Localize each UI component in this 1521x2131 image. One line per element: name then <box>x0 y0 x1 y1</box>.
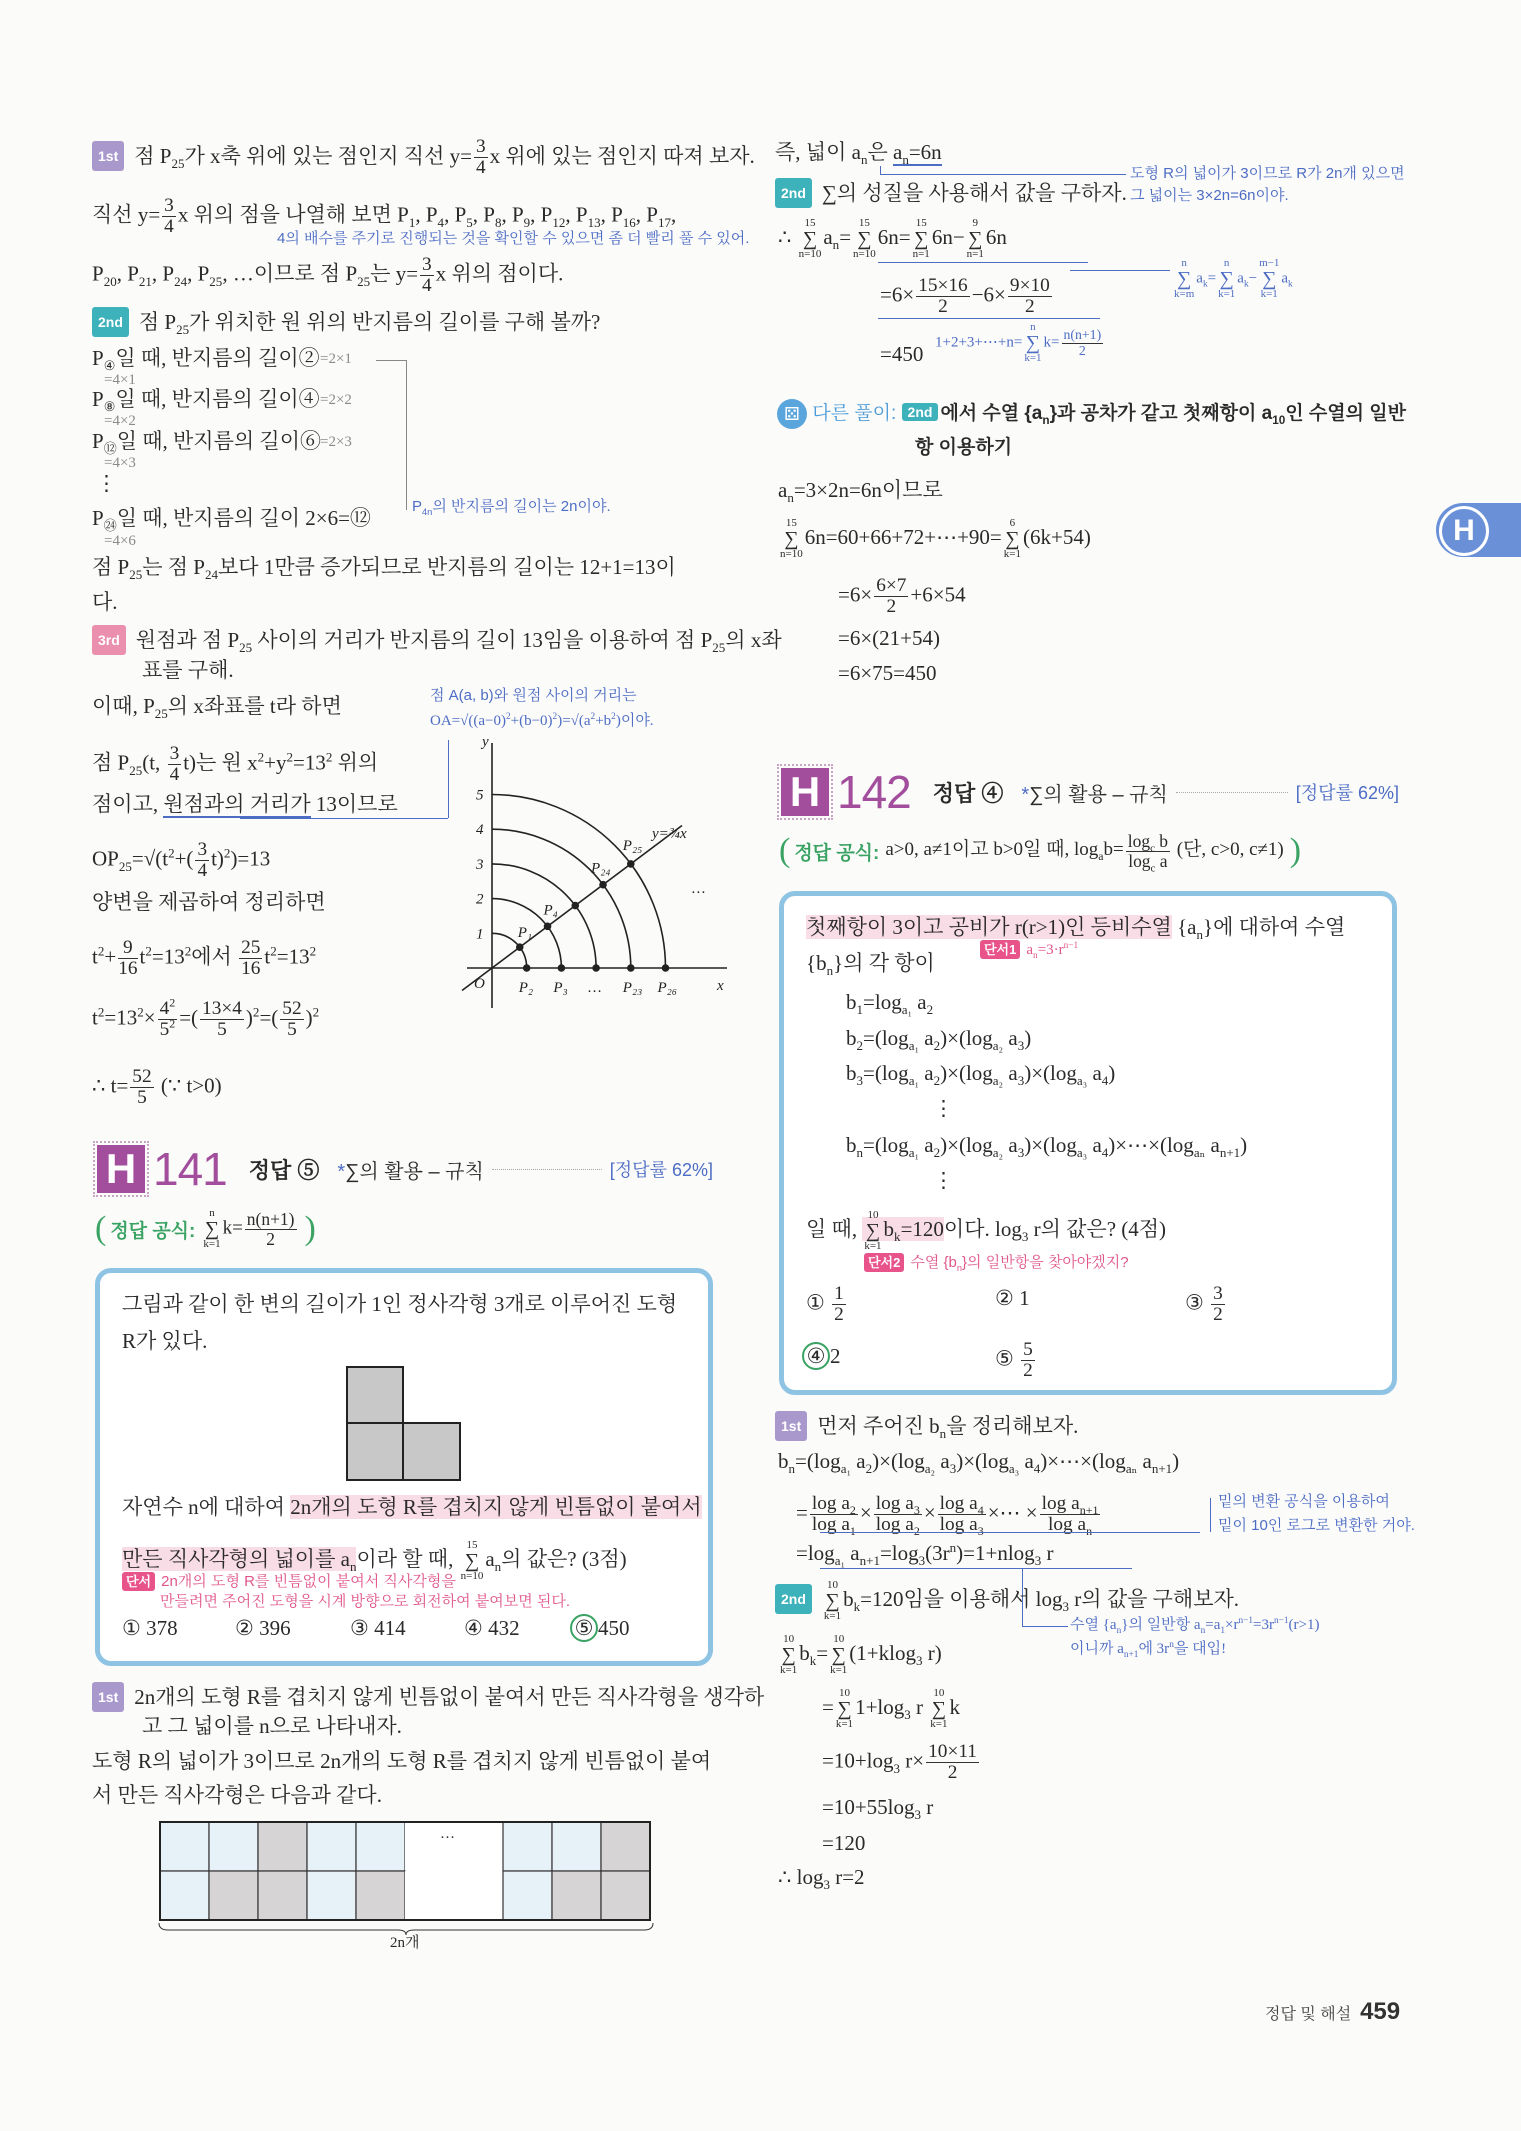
math-line: ∴ $\log_3 r=2$ <box>778 1865 865 1893</box>
point-label: P₂₄ <box>591 860 611 877</box>
underline <box>878 318 1100 319</box>
hint-badge: 단서1 <box>980 940 1020 959</box>
hint <box>122 1572 456 1591</box>
math-line: $b_1=\log_{a_1}$ $a_2$ <box>846 990 934 1018</box>
text: $\{a_n\}$에 대하여 수열 <box>1171 915 1346 943</box>
step-badge: 2nd <box>775 1584 812 1614</box>
figure-label: 2n개 <box>390 1935 420 1951</box>
asterisk-icon: * <box>337 1160 346 1183</box>
tile <box>552 1871 601 1920</box>
radius-row: $P_⑫$일 때, 반지름의 길이⑥ <box>92 429 321 457</box>
tile <box>160 1871 209 1920</box>
underline <box>878 262 1088 263</box>
tile <box>307 1822 356 1871</box>
choice-1[interactable]: ① $\frac{1}{2}$ <box>806 1283 844 1326</box>
tile <box>209 1871 258 1920</box>
alt-label: 다른 풀이: <box>812 403 897 424</box>
choice-3[interactable]: ③ 414 <box>350 1616 406 1640</box>
step-badge: 1st <box>775 1411 807 1441</box>
dice-icon: ⚄ <box>777 399 807 429</box>
tile <box>258 1871 307 1920</box>
radius-under: =4×6 <box>104 533 136 549</box>
underline <box>820 1532 1200 1533</box>
radius-under: =4×1 <box>104 372 136 388</box>
connector-line <box>1210 1498 1211 1532</box>
formula-label: 정답 공식: <box>110 1220 196 1242</box>
text-line: $t^2+$ $\frac{9}{16}$ $t^2=13^2$에서 $\frac{25}{16}$ $t^2=13^2$ <box>92 937 317 980</box>
chapter-h-icon: H <box>1439 506 1489 556</box>
connector-line <box>880 166 881 174</box>
footer-label: 정답 및 해설 <box>1265 2006 1352 2023</box>
y-axis-label: y <box>482 734 489 750</box>
text: 이다. $\log_3 r$의 값은? (4점) <box>943 1216 1167 1244</box>
radius-row: $P_④$일 때, 반지름의 길이② <box>92 346 320 374</box>
point-on-line <box>517 944 523 950</box>
math-line: =6× $\frac{6\times 7}{2}$ +6×54 <box>838 575 966 618</box>
arc-radius-4 <box>492 829 631 968</box>
step-badge: 2nd <box>902 403 939 421</box>
answer-formula <box>95 1208 316 1250</box>
choice-1[interactable]: ① 378 <box>122 1616 178 1640</box>
math-line: =6× $\frac{15\times 16}{2}$ −6× $\frac{9\times 10}{2}$ <box>880 275 1050 318</box>
h-badge: H <box>97 1145 145 1193</box>
text: 자연수 n에 대하여 <box>122 1495 291 1519</box>
math-line: 15 ∑ n=10 6n=60+66+72+⋯+90= 6 ∑ k=1 (6k+54) <box>780 517 1091 560</box>
step-text: 2n개의 도형 R를 겹치지 않게 빈틈없이 붙여서 만든 직사각형을 생각하 <box>134 1685 765 1709</box>
hint-badge: 단서 <box>122 1572 155 1591</box>
tile <box>503 1822 552 1871</box>
choice-2[interactable]: ② 1 <box>995 1286 1030 1310</box>
point-on-axis <box>524 965 530 971</box>
page-number: 459 <box>1360 1998 1401 2025</box>
choice-5[interactable]: ⑤ $\frac{5}{2}$ <box>995 1339 1033 1382</box>
connector-arrow <box>1070 270 1170 271</box>
tile <box>307 1871 356 1920</box>
radius-row: $P_⑧$일 때, 반지름의 길이④ <box>92 387 320 415</box>
arc-radius-5 <box>492 795 666 969</box>
choice-2[interactable]: ② 396 <box>235 1616 291 1640</box>
problem-text: R가 있다. <box>122 1329 208 1353</box>
text: 즉, 넓이 $a_n$은 <box>775 140 893 168</box>
hint-text: $a_n=3\cdot r^{n-1}$ <box>1026 941 1079 961</box>
math-line: $=10+\log_3$ r× $\frac{10\times 11}{2}$ <box>822 1741 977 1784</box>
step-text: 먼저 주어진 $b_n$을 정리해보자. <box>817 1414 1079 1442</box>
vertical-dots: ⋮ <box>933 1096 954 1120</box>
choice-5-correct[interactable] <box>570 1614 630 1642</box>
tile <box>258 1822 307 1871</box>
step-text: 고 그 넓이를 n으로 나타내자. <box>142 1714 402 1738</box>
problem-number: 142 <box>837 766 911 818</box>
math-line: $a_n=3\times 2n=6n$이므로 <box>778 478 943 506</box>
rectangle-tiling-figure <box>158 1820 654 1924</box>
step-text: 원점과 점 $P_{25}$ 사이의 거리가 반지름의 길이 13임을 이용하여 점 $P_{25}$의 x좌 <box>135 628 782 656</box>
annotation: $OA=√((a-0)^2+(b-0)^2)=√(a^2+b^2)$이야. <box>430 712 654 729</box>
math-line: $=\log_{a_1}$ $a_{n+1}=\log_3(3r^n)=1+nlog_3$ r <box>796 1540 1054 1569</box>
text: 이라 할 때, 15 ∑ n=10 $a_n$의 값은? (3점) <box>356 1539 627 1582</box>
alt-title-cont: 항 이용하기 <box>915 437 1013 458</box>
problem-header-142 <box>781 765 1399 819</box>
y-tick-label: 5 <box>476 787 484 804</box>
highlighted-text: 10 ∑ k=1 $b_k=120$ <box>864 1209 944 1252</box>
connector-arrow <box>880 174 1126 175</box>
tile <box>601 1871 650 1920</box>
underlined-text: 원점과의 거리가 <box>163 792 311 816</box>
point-on-line <box>600 882 606 888</box>
step-badge: 2nd <box>775 178 812 208</box>
problem-text <box>122 1493 702 1521</box>
choice-3[interactable]: ③ $\frac{3}{2}$ <box>1185 1283 1223 1326</box>
math-line: = 10 ∑ k=1 $1+\log_3$ r 10 ∑ k=1 k <box>822 1687 960 1730</box>
point-label: P₂₃ <box>622 980 643 996</box>
step-2nd <box>775 178 1127 208</box>
x-axis-label: x <box>717 978 724 994</box>
math-line: =120 <box>822 1831 866 1855</box>
point-label: P₂₅ <box>622 837 643 854</box>
math-line: $b_3=(\log_{a_1}$ $a_2)\times(\log_{a_2}$ $a_3)\times(\log_{a_3}$ $a_4$) <box>846 1061 1116 1089</box>
tile <box>454 1871 503 1920</box>
tile <box>601 1822 650 1871</box>
step-text: 표를 구해. <box>142 658 234 682</box>
math-line: $b_n=(\log_{a_1}$ $a_2)\times(\log_{a_2}$ $a_3)\times(\log_{a_3}$ $a_4)\times\cdots\times(\log_{a_n}$ $a_{n+1}$) <box>778 1449 1180 1477</box>
point-label: P₂ <box>518 980 534 996</box>
problem-number: 141 <box>153 1143 227 1195</box>
y-tick-label: 3 <box>476 856 484 873</box>
point-label: P₂₆ <box>657 980 678 996</box>
annotation: 4의 배수를 주기로 진행되는 것을 확인할 수 있으면 좀 더 빨리 풀 수 있어. <box>277 230 750 247</box>
problem-text: $\{b_n\}$의 각 항이 <box>806 951 935 979</box>
annotation: 밑의 변환 공식을 이용하여 <box>1218 1493 1390 1510</box>
choice-value: 450 <box>598 1616 630 1640</box>
correct-rate: [정답률 62%] <box>1295 783 1399 803</box>
origin-label: O <box>474 976 485 992</box>
text-line: ∴ t= $\frac{52}{5}$ (∵ t>0) <box>92 1066 222 1109</box>
text-line: 이때, $P_{25}$의 x좌표를 t라 하면 <box>92 694 342 722</box>
annotation: n ∑ k=m $a_k=$ n ∑ k=1 $a_k-$ m−1 ∑ k=1 $a_k$ <box>1174 257 1293 300</box>
point-on-axis <box>663 965 669 971</box>
hint-text: 수열 $\{b_n\}$의 일반항을 찾아야겠지? <box>910 1254 1129 1273</box>
topic <box>337 1155 483 1184</box>
tile <box>454 1822 503 1871</box>
step-badge: 1st <box>92 1682 124 1712</box>
annotation: 1+2+3+⋯+n= n ∑ k=1 k= $\frac{n(n+1)}{2}$ <box>935 321 1102 364</box>
tile <box>356 1871 405 1920</box>
bracket-line <box>406 360 407 510</box>
chapter-tab[interactable] <box>1436 503 1521 557</box>
step-text: ∑의 성질을 사용해서 값을 구하자. <box>821 181 1127 205</box>
step-3rd <box>92 625 782 655</box>
highlighted-text: 만든 직사각형의 넓이를 $a_n$ <box>122 1546 357 1574</box>
radius-side: =2×3 <box>320 434 352 450</box>
formula: a>0, a≠1이고 b>0일 때, $\log_ab=$ $\frac{\log_c b}{\log_c a}$ (단, c>0, c≠1) <box>885 831 1284 874</box>
radius-side: =2×2 <box>320 392 352 408</box>
math-line: 10 ∑ k=1 $b_k=$ 10 ∑ k=1 (1+klog$_3$ r) <box>780 1633 942 1676</box>
step-badge: 1st <box>92 141 124 171</box>
annotation: 밑이 10인 로그로 변환한 거야. <box>1218 1517 1415 1534</box>
point-label: P₁ <box>517 925 533 942</box>
answer-circle: ④ <box>802 1342 830 1370</box>
dotted-leader <box>492 1169 602 1170</box>
y-tick-label: 2 <box>476 891 484 908</box>
step-badge: 2nd <box>92 307 129 337</box>
tile <box>160 1822 209 1871</box>
answer: 정답 ⑤ <box>248 1157 320 1183</box>
point-on-axis <box>593 965 599 971</box>
highlighted-text: 2n개의 도형 R를 겹치지 않게 빈틈없이 붙여서 <box>290 1495 702 1519</box>
formula: n ∑ k=1 k= $\frac{n(n+1)}{2}$ <box>203 1207 295 1250</box>
math-line: = $\frac{\log a_2}{\log a_1}$ × $\frac{\log a_3}{\log a_2}$ × $\frac{\log a_4}{\log a_3}$ ×⋯ × $\frac{\log a_{n+1}}{\log a_n}$ <box>796 1493 1099 1539</box>
topic-text: ∑의 활용 – 규칙 <box>1029 783 1168 806</box>
formula-label: 정답 공식: <box>794 842 880 864</box>
annotation: 수열 $\{a_n\}$의 일반항 $a_n=a_1\times r^{n-1}=3r^{n-1}(r>1)$ <box>1070 1616 1320 1636</box>
math-line: $=10+55\log_3$ r <box>822 1795 934 1823</box>
vertical-dots: ⋮ <box>96 471 117 495</box>
bracket-icon: ) <box>304 1210 316 1247</box>
answer-formula <box>779 831 1302 874</box>
hint-text: 만들려면 주어진 도형을 시계 방향으로 회전하여 붙여보면 된다. <box>160 1593 571 1610</box>
correct-rate: [정답률 62%] <box>609 1160 713 1180</box>
text-line: 서 만든 직사각형은 다음과 같다. <box>92 1783 382 1807</box>
annotation: 이니까 $a_{n+1}$에 $3r^n$을 대입! <box>1070 1640 1227 1660</box>
bracket-icon: ( <box>95 1210 107 1247</box>
step-1st <box>92 137 755 179</box>
connector-line <box>240 818 448 819</box>
dotted-leader <box>1176 792 1288 793</box>
topic-text: ∑의 활용 – 규칙 <box>345 1160 484 1183</box>
circle-graph <box>440 730 730 1020</box>
point-on-line <box>545 923 551 929</box>
shape-r-figure <box>346 1366 464 1484</box>
math-line: =6×(21+54) <box>838 626 941 650</box>
problem-text: 그림과 같이 한 변의 길이가 1인 정사각형 3개로 이루어진 도형 <box>122 1292 678 1316</box>
step-2nd <box>92 307 600 337</box>
math-line: ∴ 15 ∑ n=10 $a_n=$ 15 ∑ n=10 6n= 15 ∑ n=1 6n− 9 ∑ n=1 6n <box>778 217 1007 260</box>
figure-ellipsis: … <box>440 1826 455 1842</box>
tile <box>209 1822 258 1871</box>
radius-side: =2×1 <box>320 351 352 367</box>
radius-under: =4×2 <box>104 413 136 429</box>
text: 점이고, <box>92 792 164 816</box>
text-line: 다. <box>92 590 118 614</box>
text-line <box>92 790 398 818</box>
annotation: $P_{4n}$의 반지름의 길이는 2n이야. <box>412 498 611 517</box>
asterisk-icon: * <box>1021 783 1030 806</box>
text-line: 점 $P_{25}$는 점 $P_{24}$보다 1만큼 증가되므로 반지름의 길이는 12+1=13이 <box>92 555 676 583</box>
tile <box>552 1822 601 1871</box>
bracket-line <box>376 360 406 361</box>
problem-text <box>806 913 1345 941</box>
text-line: 도형 R의 넓이가 3이므로 2n개의 도형 R를 겹치지 않게 빈틈없이 붙여 <box>92 1749 712 1773</box>
line-y-3-4-x <box>462 826 682 991</box>
point-on-axis <box>558 965 564 971</box>
hint <box>980 940 1078 960</box>
hint-text: 2n개의 도형 R를 빈틈없이 붙여서 직사각형을 <box>161 1573 456 1590</box>
alt-title: 에서 수열 $\{a_n\}$과 공차가 같고 첫째항이 $a_{10}$인 수열의 일반 <box>940 403 1406 427</box>
underlined-text: $a_n=6n$ <box>893 140 942 168</box>
answer: 정답 ④ <box>932 780 1004 806</box>
answer-circle: ⑤ <box>570 1614 598 1642</box>
text: 일 때, <box>806 1216 863 1241</box>
point-label: … <box>588 980 602 996</box>
step-1st <box>92 1682 764 1712</box>
step-text: 10 ∑ k=1 $b_k=120$임을 이용해서 $\log_3 r$의 값을 구해보자. <box>823 1579 1240 1622</box>
step-1st <box>775 1411 1078 1441</box>
step-text: 점 $P_{25}$가 x축 위에 있는 점인지 직선 y= $\frac{3}{4}$ x 위에 있는 점인지 따져 보자. <box>134 136 755 179</box>
point-on-axis <box>628 965 634 971</box>
point-label: P₄ <box>543 902 558 919</box>
highlighted-text: 첫째항이 3이고 공비가 r(r>1)인 등비수열 <box>806 915 1172 939</box>
text-line: 직선 y= $\frac{3}{4}$ x 위의 점을 나열해 보면 $P_1$, $P_4$, $P_5$, $P_8$, $P_9$, $P_{12}$, $P_{13}$, $P_{16}$, $P_{17}$, <box>92 195 677 238</box>
connector-arrow <box>1022 1626 1068 1627</box>
alternative-solution <box>777 398 1406 429</box>
math-line: =6×75=450 <box>838 661 937 685</box>
text-line: $t^2=13^2\times$ $\frac{4^2}{5^2}$ =( $\frac{13\times 4}{5}$ )$^2$=( $\frac{52}{5}$ )$^2$ <box>92 995 320 1041</box>
tile <box>356 1822 405 1871</box>
point-on-line <box>572 903 578 909</box>
text-line: $P_{20}$, $P_{21}$, $P_{24}$, $P_{25}$, …이므로 점 $P_{25}$는 y= $\frac{3}{4}$ x 위의 점이다. <box>92 254 564 297</box>
bracket-icon: ) <box>1289 832 1302 869</box>
tile <box>503 1871 552 1920</box>
point-label: P₃ <box>553 980 568 996</box>
radius-under: =4×3 <box>104 455 136 471</box>
math-line: $b_2=(\log_{a_1}$ $a_2)\times(\log_{a_2}$ $a_3$) <box>846 1026 1032 1054</box>
text: 13이므로 <box>310 792 398 816</box>
choice-value: 2 <box>830 1344 841 1368</box>
text-line: $OP_{25}=√(t^2+$( $\frac{3}{4}$ t)$^2$)=13 <box>92 839 271 882</box>
y-tick-label: 4 <box>476 822 484 839</box>
vertical-dots: ⋮ <box>933 1168 954 1192</box>
annotation: 그 넓이는 3×2n=6n이야. <box>1130 187 1289 204</box>
point-on-line <box>628 861 634 867</box>
h-badge: H <box>781 768 829 816</box>
line-label: y=¾x <box>652 826 687 842</box>
annotation: 도형 R의 넓이가 3이므로 R가 2n개 있으면 <box>1130 165 1405 182</box>
text-line <box>775 138 942 166</box>
step-text: 점 $P_{25}$가 위치한 원 위의 반지름의 길이를 구해 볼까? <box>138 310 601 338</box>
alt-title <box>915 432 1012 459</box>
tile <box>405 1871 454 1920</box>
ellipsis-label: … <box>692 881 706 897</box>
hint-badge: 단서2 <box>864 1253 904 1272</box>
problem-text <box>806 1210 1166 1252</box>
hint <box>864 1253 1129 1272</box>
problem-header-141 <box>97 1142 713 1196</box>
text-line: 점 $P_{25}(t$, $\frac{3}{4}$ t)는 원 $x^2+y^2=13^2$ 위의 <box>92 743 379 786</box>
y-tick-label: 1 <box>476 926 484 943</box>
underline <box>820 1568 1132 1569</box>
annotation: 점 A(a, b)와 원점 사이의 거리는 <box>430 687 637 704</box>
bracket-icon: ( <box>779 832 791 869</box>
radius-row: $P_㉔$일 때, 반지름의 길이 2×6=⑫ <box>92 506 371 534</box>
choice-4[interactable]: ④ 432 <box>464 1616 520 1640</box>
text-line: 양변을 제곱하여 정리하면 <box>92 890 326 914</box>
step-badge: 3rd <box>92 625 126 655</box>
math-line: $b_n=(\log_{a_1}$ $a_2)\times(\log_{a_2}$ $a_3)\times(\log_{a_3}$ $a_4)\times\cdots\times(\log_{a_n}$ $a_{n+1}$) <box>846 1133 1248 1161</box>
topic <box>1021 778 1167 807</box>
choice-4-correct[interactable] <box>802 1342 841 1370</box>
page-footer <box>1265 1998 1400 2026</box>
math-line: =450 <box>880 342 924 366</box>
